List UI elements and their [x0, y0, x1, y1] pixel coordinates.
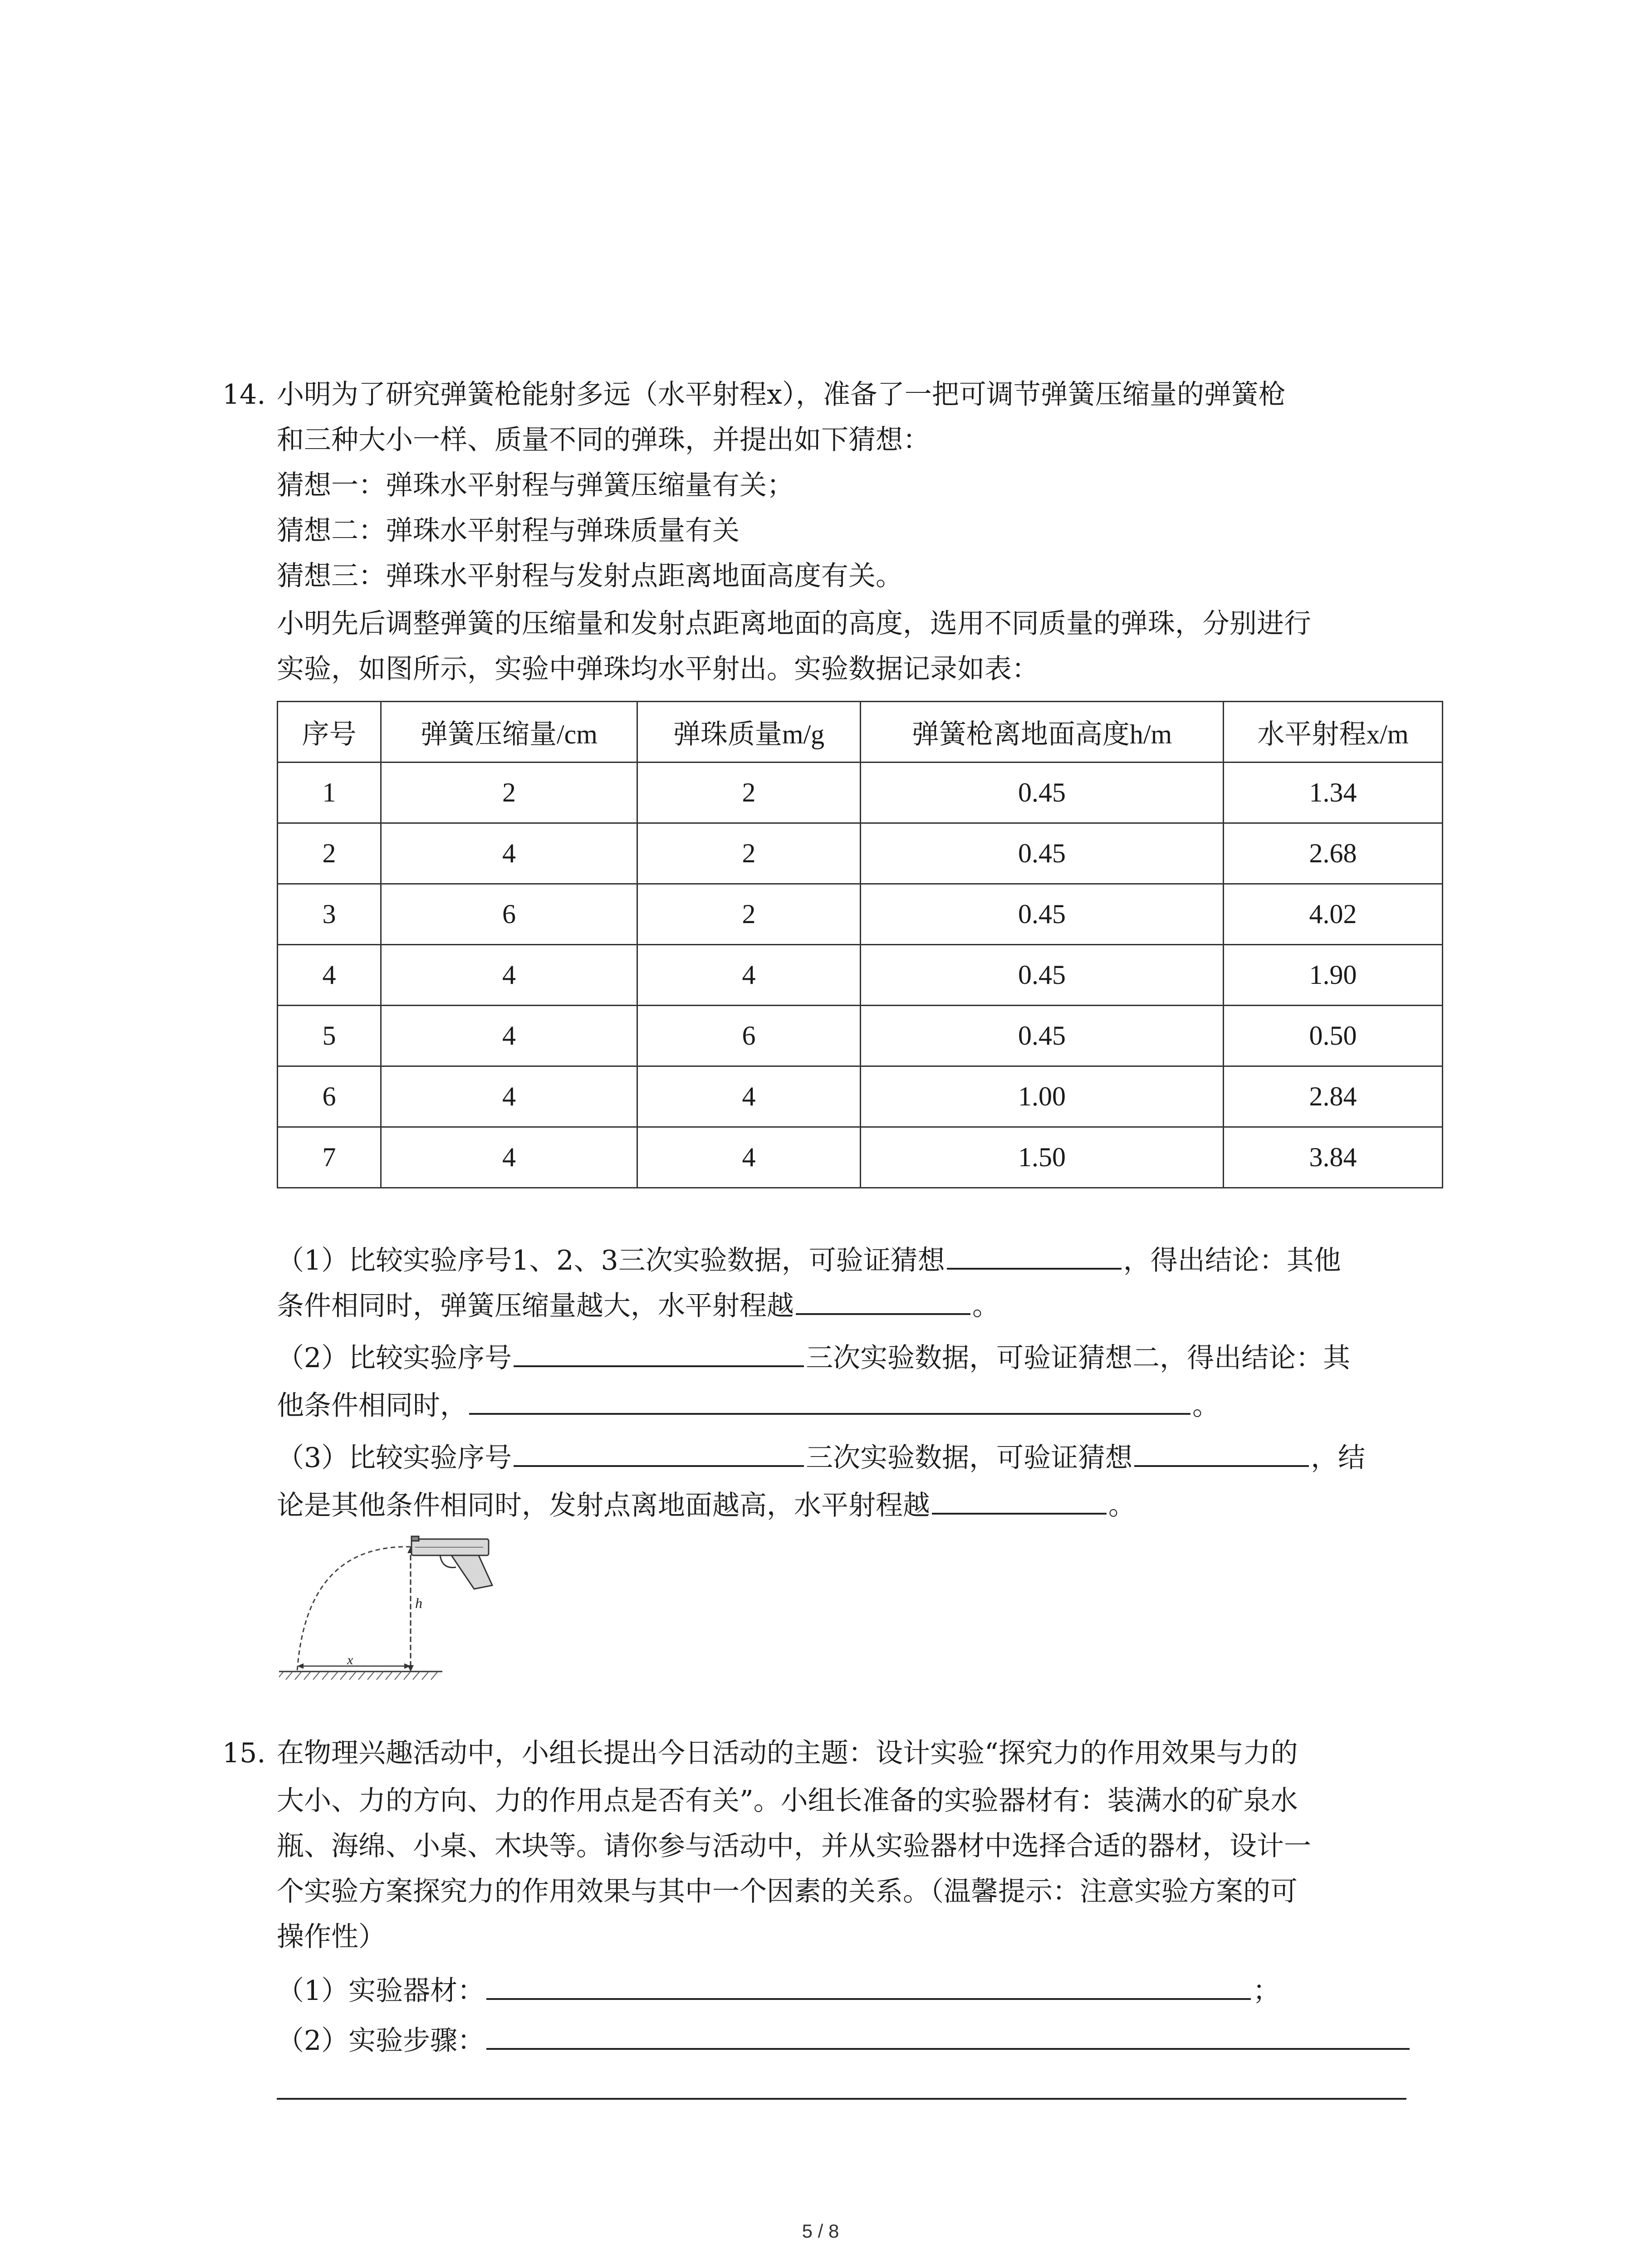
q14-part3-text-d: 论是其他条件相同时，发射点离地面越高，水平射程越 [277, 1490, 930, 1521]
q14-part3-line2 [277, 1486, 1136, 1521]
q15-line-4: 个实验方案探究力的作用效果与其中一个因素的关系。（温馨提示：注意实验方案的可 [277, 1876, 1298, 1907]
table-cell: 1.00 [861, 1066, 1224, 1127]
q14-part1-blank-2[interactable] [796, 1286, 970, 1315]
ground-hatch [279, 1672, 438, 1680]
q14-part2-text-c: 他条件相同时， [277, 1390, 467, 1422]
table-header-cell: 水平射程x/m [1224, 702, 1443, 763]
table-cell: 6 [381, 884, 637, 945]
q14-part1-text-c: 条件相同时，弹簧压缩量越大，水平射程越 [277, 1290, 794, 1322]
x-label: x [347, 1652, 353, 1667]
table-cell: 1 [278, 763, 381, 823]
table-cell: 0.45 [861, 1006, 1224, 1066]
table-cell: 4 [637, 1127, 861, 1188]
table-cell: 1.50 [861, 1127, 1224, 1188]
q14-part1-text-d: 。 [972, 1290, 999, 1322]
spring-gun-diagram [279, 1535, 506, 1692]
q15-steps-blank-1[interactable] [486, 2021, 1410, 2050]
q14-part3-text-e: 。 [1108, 1490, 1136, 1521]
q15-part2-label: （2）实验步骤： [277, 2025, 485, 2057]
table-cell: 2 [637, 823, 861, 884]
table-header-cell: 序号 [278, 702, 381, 763]
table-cell: 4 [381, 1127, 637, 1188]
page-number: 5 / 8 [802, 2220, 839, 2242]
q14-part1-line2 [277, 1286, 999, 1322]
table-cell: 2 [278, 823, 381, 884]
q14-part2-text-a: （2）比较实验序号 [277, 1342, 512, 1374]
table-cell: 2 [637, 884, 861, 945]
q14-part2-text-b: 三次实验数据，可验证猜想二，得出结论：其 [806, 1342, 1351, 1374]
table-cell: 0.45 [861, 763, 1224, 823]
table-cell: 4 [637, 1066, 861, 1127]
q14-part2-text-d: 。 [1192, 1390, 1220, 1422]
table-cell: 4.02 [1224, 884, 1443, 945]
table-cell: 1.90 [1224, 945, 1443, 1006]
table-cell: 2 [637, 763, 861, 823]
q14-part3-text-c: ，结 [1311, 1442, 1366, 1474]
table-cell: 7 [278, 1127, 381, 1188]
table-cell: 5 [278, 1006, 381, 1066]
q15-part1-line [277, 1971, 1280, 2007]
table-header-cell: 弹簧枪离地面高度h/m [861, 702, 1224, 763]
table-cell: 6 [637, 1006, 861, 1066]
q15-equipment-blank[interactable] [486, 1971, 1251, 2000]
q15-part2-line [277, 2021, 1411, 2057]
table-row [278, 1127, 1443, 1188]
table-row [278, 884, 1443, 945]
q14-part3-text-b: 三次实验数据，可验证猜想 [806, 1442, 1133, 1474]
experiment-data-table [277, 701, 1443, 1188]
table-cell: 4 [381, 1066, 637, 1127]
q14-part1-text-a: （1）比较实验序号1、2、3三次实验数据，可验证猜想 [277, 1245, 945, 1276]
table-cell: 0.45 [861, 823, 1224, 884]
table-header-cell: 弹簧压缩量/cm [381, 702, 637, 763]
table-cell: 2.84 [1224, 1066, 1443, 1127]
table-cell: 3.84 [1224, 1127, 1443, 1188]
q14-guess-2: 猜想二：弹珠水平射程与弹珠质量有关 [277, 515, 740, 547]
q14-guess-1: 猜想一：弹珠水平射程与弹簧压缩量有关； [277, 469, 794, 501]
spring-gun-icon [411, 1536, 492, 1589]
table-header-row [278, 702, 1443, 763]
q14-part2-blank-1[interactable] [514, 1338, 804, 1367]
table-row [278, 763, 1443, 823]
table-cell: 4 [381, 1006, 637, 1066]
table-cell: 0.45 [861, 884, 1224, 945]
table-cell: 4 [381, 823, 637, 884]
q14-part2-line1 [277, 1338, 1350, 1374]
table-row [278, 1066, 1443, 1127]
table-cell: 4 [278, 945, 381, 1006]
q15-line-2: 大小、力的方向、力的作用点是否有关”。小组长准备的实验器材有：装满水的矿泉水 [277, 1785, 1298, 1817]
table-row [278, 1006, 1443, 1066]
table-row [278, 823, 1443, 884]
q14-line-7: 实验，如图所示，实验中弹珠均水平射出。实验数据记录如表： [277, 653, 1039, 685]
q14-part2-blank-2[interactable] [469, 1386, 1190, 1415]
q14-part3-text-a: （3）比较实验序号 [277, 1442, 512, 1474]
q15-line-3: 瓶、海绵、小桌、木块等。请你参与活动中，并从实验器材中选择合适的器材，设计一 [277, 1830, 1311, 1862]
q14-part3-line1 [277, 1438, 1365, 1474]
table-row [278, 945, 1443, 1006]
q15-line-1: 在物理兴趣活动中，小组长提出今日活动的主题：设计实验“探究力的作用效果与力的 [277, 1737, 1298, 1769]
table-header-cell: 弹珠质量m/g [637, 702, 861, 763]
q15-line-5: 操作性） [277, 1921, 386, 1953]
table-cell: 2 [381, 763, 637, 823]
q14-part3-blank-2[interactable] [1134, 1438, 1309, 1467]
table-cell: 0.45 [861, 945, 1224, 1006]
table-cell: 4 [381, 945, 637, 1006]
q14-guess-3: 猜想三：弹珠水平射程与发射点距离地面高度有关。 [277, 560, 903, 592]
q15-steps-blank-2[interactable] [277, 2098, 1406, 2100]
q14-part1-blank-1[interactable] [947, 1241, 1122, 1270]
trajectory-curve [297, 1547, 411, 1672]
table-cell: 2.68 [1224, 823, 1443, 884]
q14-part1-text-b: ，得出结论：其他 [1123, 1245, 1341, 1276]
q15-part1-end: ； [1253, 1975, 1280, 2007]
table-cell: 0.50 [1224, 1006, 1443, 1066]
q14-line-1: 小明为了研究弹簧枪能射多远（水平射程x），准备了一把可调节弹簧压缩量的弹簧枪 [277, 379, 1286, 411]
q14-number: 14. [222, 379, 266, 411]
q15-part1-label: （1）实验器材： [277, 1975, 485, 2007]
table-cell: 3 [278, 884, 381, 945]
table-cell: 6 [278, 1066, 381, 1127]
table-cell: 1.34 [1224, 763, 1443, 823]
q14-line-2: 和三种大小一样、质量不同的弹珠，并提出如下猜想： [277, 424, 930, 456]
q14-part2-line2 [277, 1386, 1220, 1422]
h-label: h [415, 1595, 422, 1611]
q15-number: 15. [222, 1737, 266, 1769]
table-cell: 4 [637, 945, 861, 1006]
q14-part3-blank-3[interactable] [932, 1486, 1107, 1515]
q14-line-6: 小明先后调整弹簧的压缩量和发射点距离地面的高度，选用不同质量的弹珠，分别进行 [277, 608, 1311, 640]
q14-part3-blank-1[interactable] [514, 1438, 804, 1467]
q14-part1-line1 [277, 1241, 1341, 1276]
